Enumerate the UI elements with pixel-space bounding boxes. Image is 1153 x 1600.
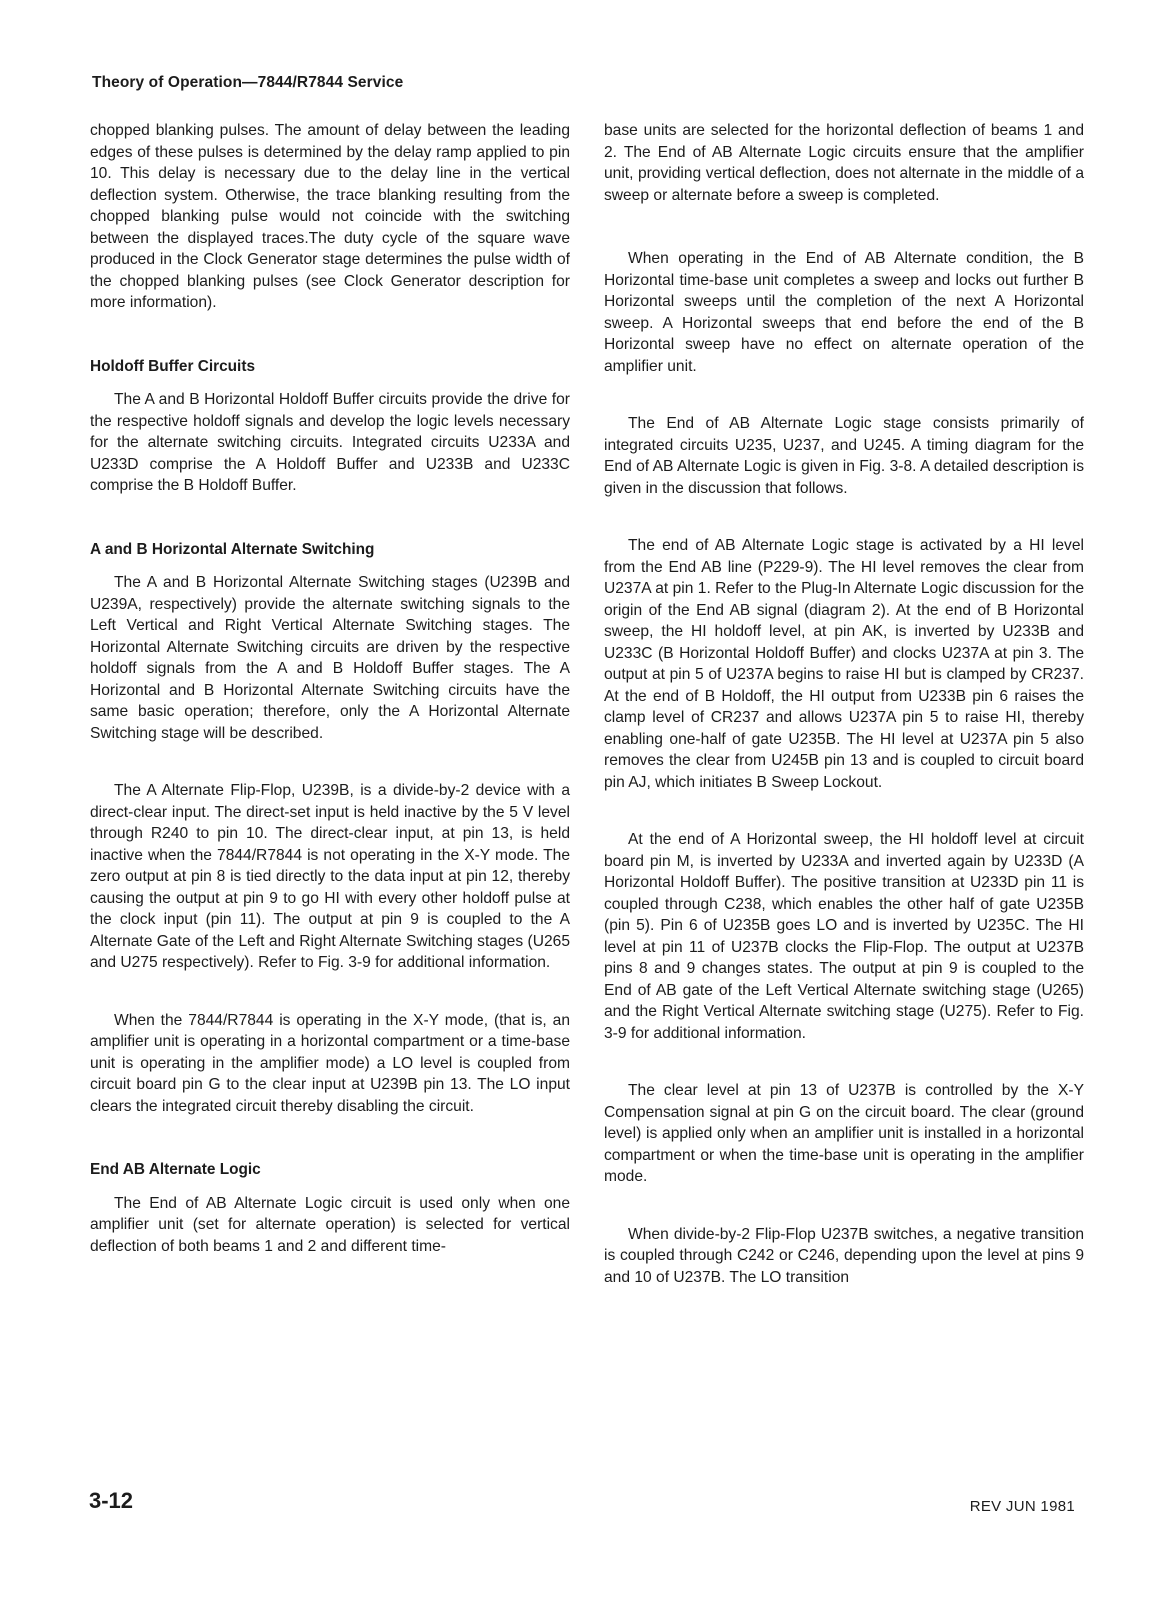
paragraph-end-ab-condition: When operating in the End of AB Alternate condition, the B Horizontal time-base unit completes a sweep and locks out further B Horizontal sweeps until the completion of the next A Horizontal sweep. A Horizontal sweeps that end before the end of the B Horizontal sweep have no effect on alternate operation of the amplifier unit. [604, 250, 1084, 375]
paragraph-clear-level: The clear level at pin 13 of U237B is controlled by the X-Y Compensation signal at pin G on the circuit board. The clear (ground level) is applied only when an amplifier unit is installed in a horizontal compartment or when the time-base unit is operating in the amplifier mode. [604, 1082, 1084, 1185]
paragraph-xy-mode: When the 7844/R7844 is operating in the X-Y mode, (that is, an amplifier unit is operating in a horizontal compartment or a time-base unit is operating in the amplifier mode) a LO level is coupled from circuit board pin G to the clear input at U239B pin 13. The LO input clears the integrated circuit thereby disabling the circuit. [90, 1011, 570, 1115]
paragraph-holdoff-buffer: The A and B Horizontal Holdoff Buffer circuits provide the drive for the respective holdoff signals and develop the logic levels necessary for the alternate switching circuits. Integrated circuits U233A and U233D comprise the A Holdoff Buffer and U233B and U233C comprise the B Holdoff Buffer. [90, 391, 570, 494]
paragraph-a-horizontal-sweep: At the end of A Horizontal sweep, the HI holdoff level at circuit board pin M, is inverted by U233A and inverted again by U233D (A Horizontal Holdoff Buffer). The positive transition at U233D pin 11 is coupled through C238, which enables the other half of gate U235B (pin 5). Pin 6 of U235B goes LO and is inverted by U235C. The HI level at pin 11 of U237B clocks the Flip-Flop. The output at U237B pins 8 and 9 changes states. The output at pin 9 is coupled to the End of AB gate of the Left Vertical Alternate switching stage (U265) and the Right Vertical Alternate switching stage (U275). Refer to Fig. 3-9 for additional information. [604, 831, 1084, 1042]
left-column [90, 120, 570, 1257]
paragraph-logic-stage: The End of AB Alternate Logic stage consists primarily of integrated circuits U235, U237, and U245. A timing diagram for the End of AB Alternate Logic is given in Fig. 3-8. A detailed description is given in the discussion that follows. [604, 415, 1084, 497]
paragraph-alternate-switching: The A and B Horizontal Alternate Switching stages (U239B and U239A, respectively) provide the alternate switching signals to the Left Vertical and Right Vertical Alternate Switching stages. The Horizontal Alternate Switching circuits are driven by the respective holdoff signals from the A and B Holdoff Buffer stages. The A Horizontal and B Horizontal Alternate Switching circuits have the same basic operation; therefore, only the A Horizontal Alternate Switching stage will be described. [90, 574, 570, 742]
running-header: Theory of Operation—7844/R7844 Service [92, 74, 404, 91]
page-number: 3-12 [89, 1488, 134, 1513]
heading-end-ab-alternate-logic: End AB Alternate Logic [90, 1161, 261, 1178]
paragraph-stage-activated: The end of AB Alternate Logic stage is activated by a HI level from the End AB line (P229-9). The HI level removes the clear from U237A at pin 1. Refer to the Plug-In Alternate Logic discussion for the origin of the End AB signal (diagram 2). At the end of B Horizontal sweep, the HI holdoff level, at pin AK, is inverted by U233B and U233C (B Horizontal Holdoff Buffer) and clocks U237A at pin 3. The output at pin 5 of U237A begins to raise HI but is clamped by CR237. At the end of B Holdoff, the HI output from U233B pin 6 raises the clamp level of CR237 and allows U237A pin 5 to raise HI, thereby enabling one-half of gate U235B. The HI level at U237A pin 5 also removes the clear from U245B pin 13 and is coupled to circuit board pin AJ, which initiates B Sweep Lockout. [604, 537, 1084, 791]
paragraph-divide-by-2: When divide-by-2 Flip-Flop U237B switches, a negative transition is coupled through C242 or C246, depending upon the level at pins 9 and 10 of U237B. The LO transition [604, 1225, 1084, 1286]
paragraph-chopped-blanking: chopped blanking pulses. The amount of delay between the leading edges of these pulses is determined by the delay ramp applied to pin 10. This delay is necessary due to the delay line in the vertical deflection system. Otherwise, the trace blanking resulting from the chopped blanking pulse would not coincide with the switching between the displayed traces.The duty cycle of the square wave produced in the Clock Generator stage determines the pulse width of the chopped blanking pulses (see Clock Generator description for more information). [90, 122, 570, 311]
heading-alternate-switching: A and B Horizontal Alternate Switching [90, 540, 375, 558]
paragraph-base-units: base units are selected for the horizontal deflection of beams 1 and 2. The End of AB Alternate Logic circuits ensure that the amplifier unit, providing vertical deflection, does not alternate in the middle of a sweep or alternate before a sweep is completed. [604, 122, 1084, 204]
revision-date: REV JUN 1981 [969, 1498, 1075, 1515]
heading-holdoff-buffer: Holdoff Buffer Circuits [90, 357, 256, 375]
right-column [604, 120, 1084, 1288]
paragraph-end-ab-alternate-logic: The End of AB Alternate Logic circuit is used only when one amplifier unit (set for alternate operation) is selected for vertical deflection of both beams 1 and 2 and different time- [90, 1194, 570, 1255]
paragraph-flip-flop: The A Alternate Flip-Flop, U239B, is a divide-by-2 device with a direct-clear input. The direct-set input is held inactive by the 5 V level through R240 to pin 10. The direct-clear input, at pin 13, is held inactive when the 7844/R7844 is not operating in the X-Y mode. The zero output at pin 8 is tied directly to the data input at pin 12, thereby causing the output at pin 9 to go HI with every other holdoff pulse at the clock input (pin 11). The output at pin 9 is coupled to the A Alternate Gate of the Left and Right Alternate Switching stages (U265 and U275 respectively). Refer to Fig. 3-9 for additional information. [90, 782, 570, 971]
